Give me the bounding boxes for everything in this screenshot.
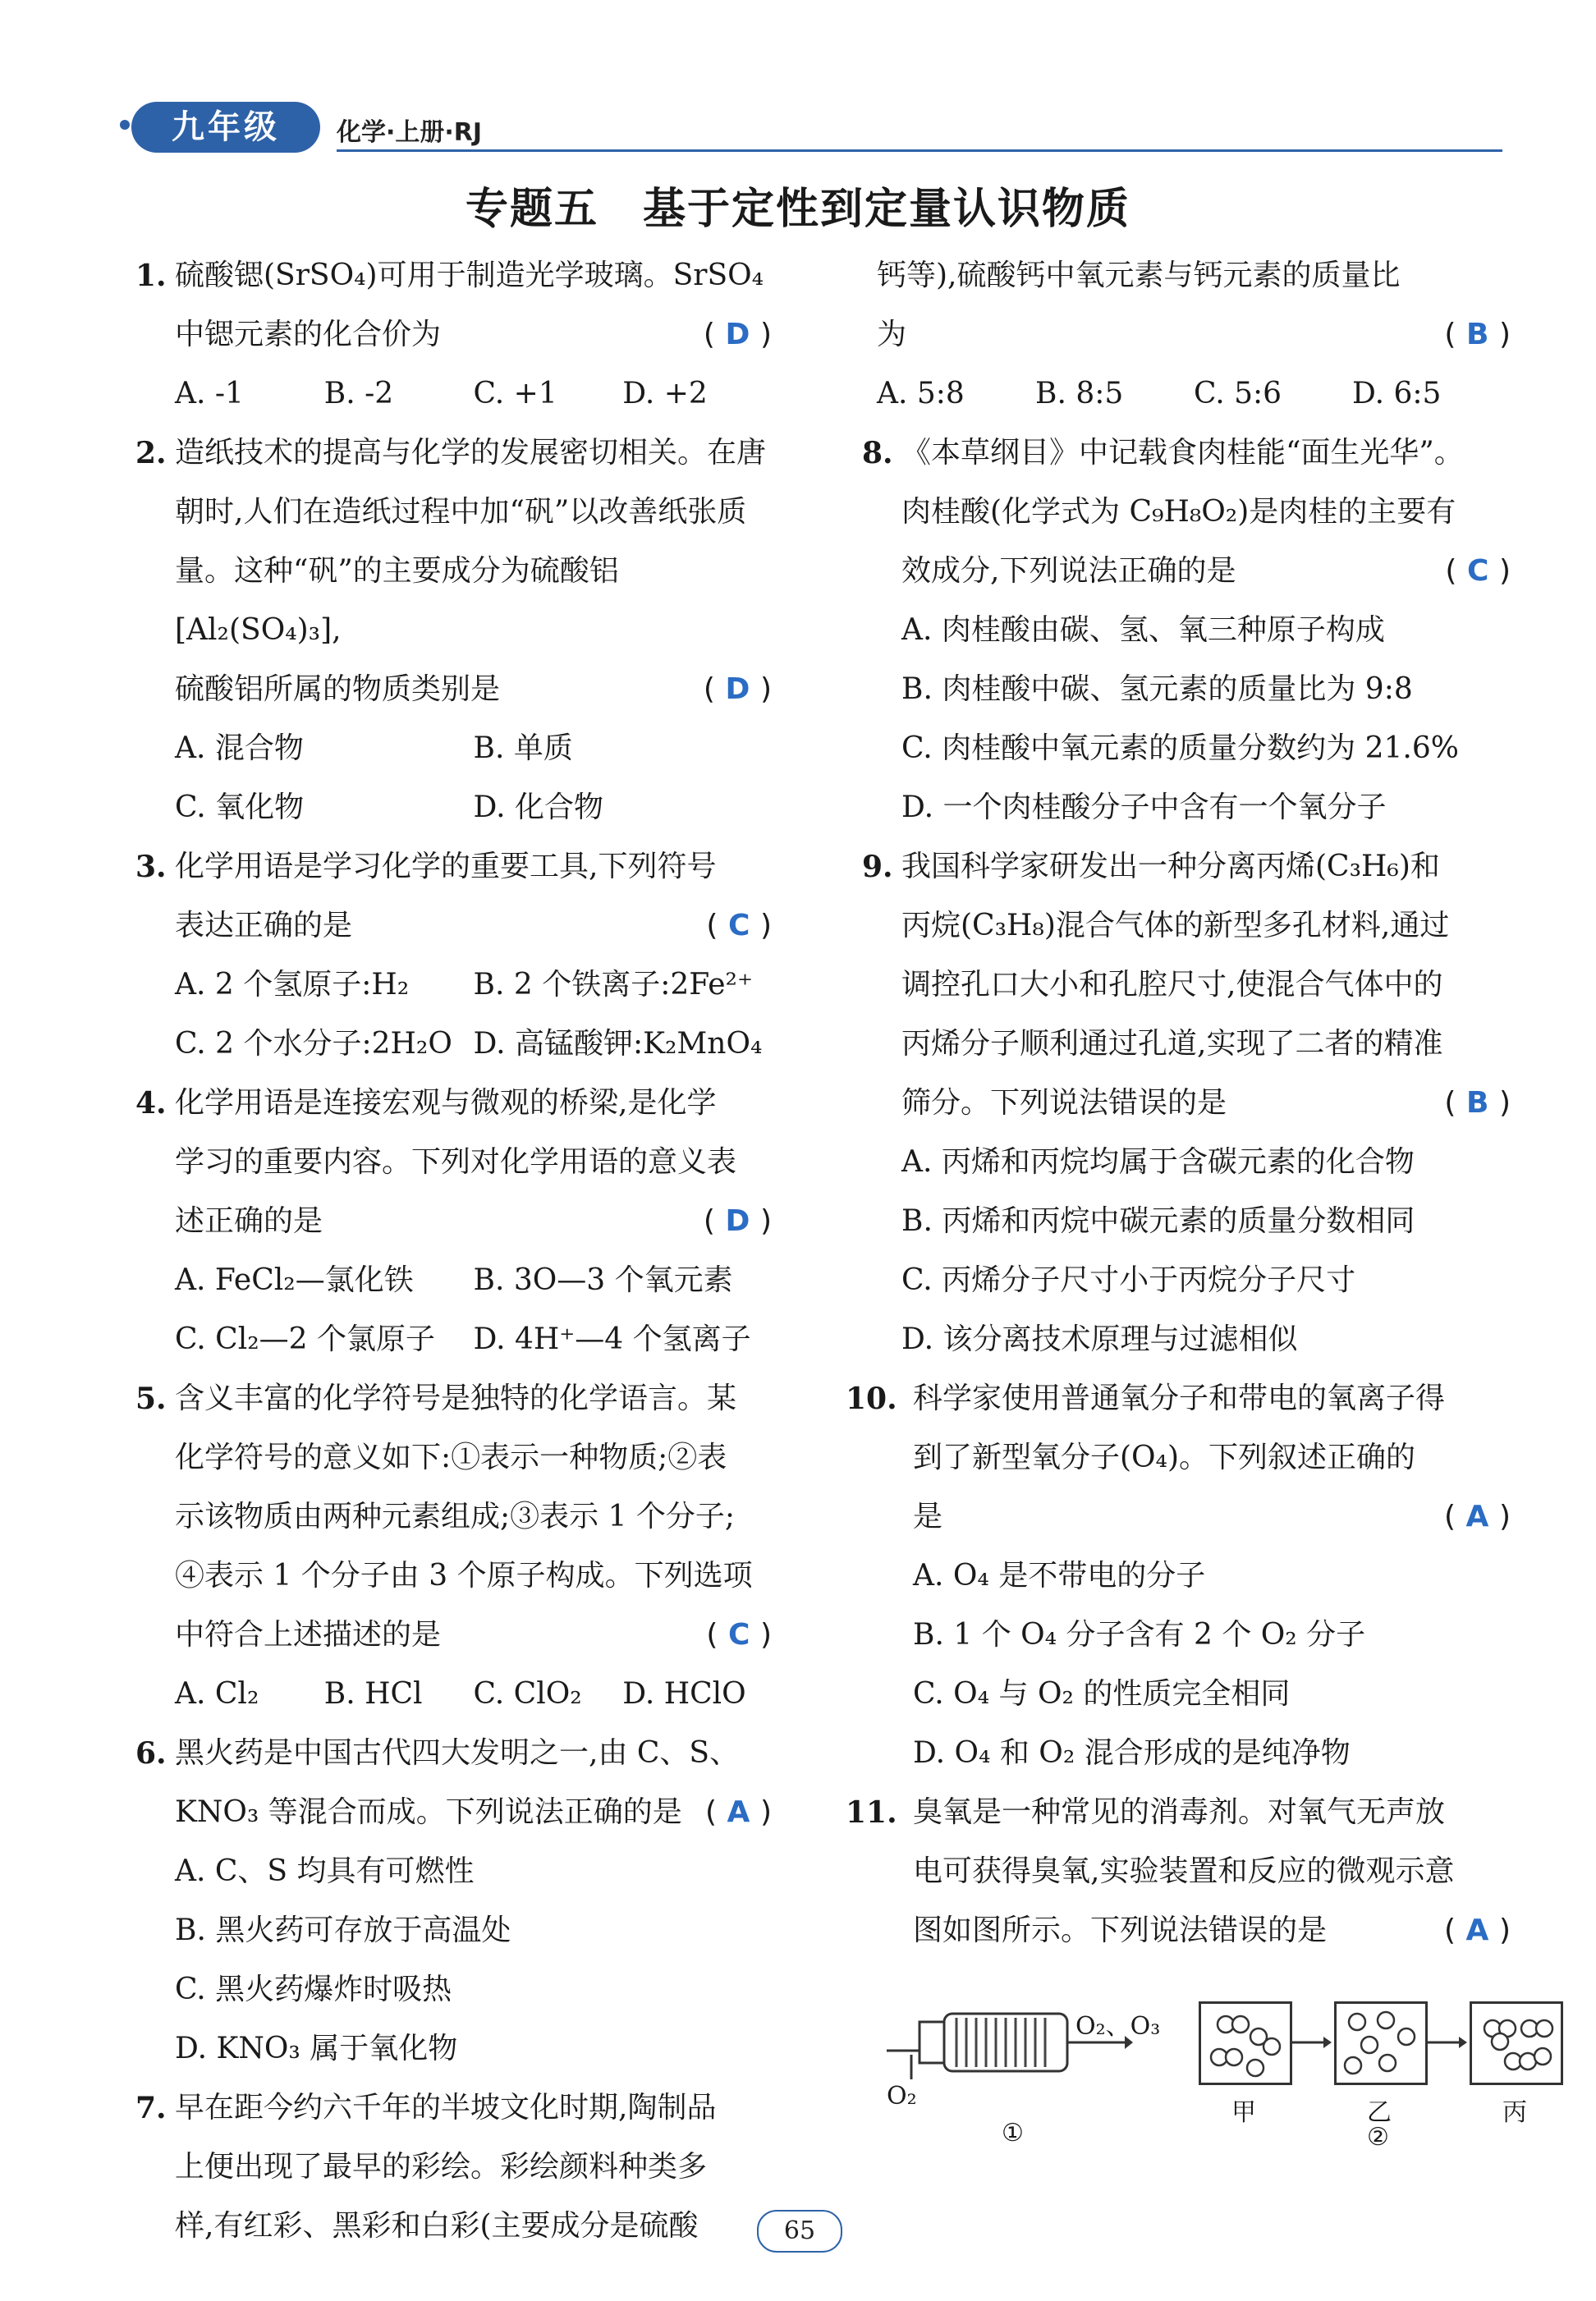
option-d: D. HClO <box>622 1677 746 1711</box>
option-c: C. O₄ 与 O₂ 的性质完全相同 <box>913 1677 1291 1711</box>
option-b: B. 丙烯和丙烷中碳元素的质量分数相同 <box>901 1204 1415 1238</box>
question-text: 造纸技术的提高与化学的发展密切相关。在唐 <box>175 436 767 470</box>
answer-mark: ( C ) <box>706 909 772 942</box>
box-jia <box>1199 2001 1292 2085</box>
question-number: 8. <box>862 436 893 470</box>
question-text: ④表示 1 个分子由 3 个原子构成。下列选项 <box>175 1559 753 1593</box>
question-text: 黑火药是中国古代四大发明之一,由 C、S、 <box>175 1736 740 1770</box>
question-3 <box>135 837 772 1074</box>
answer-mark: ( D ) <box>703 672 772 706</box>
option-d: D. 化合物 <box>473 791 603 824</box>
question-number: 5. <box>135 1382 167 1416</box>
option-c: C. 5:6 <box>1194 377 1282 410</box>
question-text: KNO₃ 等混合而成。下列说法正确的是 <box>175 1795 682 1829</box>
question-number: 4. <box>135 1086 167 1121</box>
answer-mark: ( A ) <box>704 1795 772 1829</box>
question-text: 表达正确的是 <box>175 909 353 942</box>
option-c: C. 氧化物 <box>175 791 305 824</box>
option-d: D. 一个肉桂酸分子中含有一个氧分子 <box>901 791 1387 824</box>
option-d: D. +2 <box>622 377 708 410</box>
option-c: C. 丙烯分子尺寸小于丙烷分子尺寸 <box>901 1263 1356 1297</box>
option-c: C. ClO₂ <box>473 1677 582 1711</box>
option-d: D. KNO₃ 属于氧化物 <box>175 2032 458 2065</box>
answer-mark: ( B ) <box>1444 1086 1511 1120</box>
option-d: D. 4H⁺—4 个氢离子 <box>473 1322 751 1356</box>
answer-mark: ( D ) <box>703 318 772 351</box>
option-a: A. 混合物 <box>175 731 304 765</box>
question-number: 1. <box>135 259 167 293</box>
question-text: 到了新型氧分子(O₄)。下列叙述正确的 <box>913 1441 1416 1474</box>
question-text: 科学家使用普通氧分子和带电的氧离子得 <box>913 1382 1446 1415</box>
question-number: 2. <box>135 436 167 470</box>
figure-2-label: ② <box>1367 2123 1389 2152</box>
page-title: 专题五 基于定性到定量认识物质 <box>465 185 1130 234</box>
question-text: 《本草纲目》中记载食肉桂能“面生光华”。 <box>901 436 1464 470</box>
question-number: 11. <box>846 1795 897 1830</box>
question-7 <box>135 2079 772 2256</box>
option-a: A. 丙烯和丙烷均属于含碳元素的化合物 <box>901 1145 1415 1179</box>
outlet-label: O₂、O₃ <box>1075 2012 1161 2041</box>
question-text: 肉桂酸(化学式为 C₉H₈O₂)是肉桂的主要有 <box>901 495 1456 529</box>
question-7-continued <box>862 246 1511 424</box>
option-b: B. -2 <box>323 377 394 410</box>
label-bing: 丙 <box>1502 2098 1527 2127</box>
question-text: 钙等),硫酸钙中氧元素与钙元素的质量比 <box>877 259 1401 292</box>
page-number: 65 <box>757 2210 842 2253</box>
question-number: 9. <box>862 850 893 884</box>
option-b: B. 黑火药可存放于高温处 <box>175 1914 511 1947</box>
question-text: 中锶元素的化合价为 <box>175 318 442 351</box>
answer-mark: ( C ) <box>706 1618 772 1652</box>
option-b: B. 8:5 <box>1035 377 1124 410</box>
question-8 <box>862 424 1511 837</box>
option-a: A. 5:8 <box>877 377 965 410</box>
label-yi: 乙 <box>1367 2098 1392 2127</box>
question-number: 7. <box>135 2091 167 2125</box>
molecule-o2-icon <box>1201 2004 1290 2083</box>
question-5 <box>135 1369 772 1724</box>
question-text: 化学用语是学习化学的重要工具,下列符号 <box>175 850 717 883</box>
question-text: 样,有红彩、黑彩和白彩(主要成分是硫酸 <box>175 2209 699 2243</box>
molecule-atoms-icon <box>1337 2004 1425 2083</box>
option-c: C. 黑火药爆炸时吸热 <box>175 1973 452 2006</box>
question-number: 6. <box>135 1736 167 1771</box>
question-number: 10. <box>846 1382 897 1416</box>
question-text: 化学用语是连接宏观与微观的桥梁,是化学 <box>175 1086 717 1120</box>
option-a: A. 肉桂酸由碳、氢、氧三种原子构成 <box>901 613 1385 647</box>
subject-label: 化学·上册·RJ <box>337 118 483 147</box>
right-column <box>846 246 1527 2152</box>
arrow-right-icon <box>1291 2034 1332 2051</box>
option-b: B. 2 个铁离子:2Fe²⁺ <box>473 968 753 1002</box>
question-6 <box>135 1724 772 2079</box>
question-text: 化学符号的意义如下:①表示一种物质;②表 <box>175 1441 727 1474</box>
grade-badge: 九年级 <box>131 102 320 153</box>
question-text: 含义丰富的化学符号是独特的化学语言。某 <box>175 1382 737 1415</box>
header-divider <box>337 149 1502 152</box>
question-text: 示该物质由两种元素组成;③表示 1 个分子; <box>175 1500 736 1533</box>
question-text: 调控孔口大小和孔腔尺寸,使混合气体中的 <box>901 968 1443 1002</box>
question-text: 丙烷(C₃H₈)混合气体的新型多孔材料,通过 <box>901 909 1450 942</box>
option-a: A. Cl₂ <box>175 1677 259 1711</box>
option-c: C. 肉桂酸中氧元素的质量分数约为 21.6% <box>901 731 1459 765</box>
decor-dot-icon <box>120 120 130 130</box>
answer-mark: ( A ) <box>1443 1914 1511 1947</box>
question-9 <box>862 837 1511 1369</box>
question-text: 筛分。下列说法错误的是 <box>901 1086 1227 1120</box>
question-text: 丙烯分子顺利通过孔道,实现了二者的精准 <box>901 1027 1443 1061</box>
option-d: D. 高锰酸钾:K₂MnO₄ <box>473 1027 763 1061</box>
answer-mark: ( C ) <box>1445 554 1511 588</box>
question-text: 臭氧是一种常见的消毒剂。对氧气无声放 <box>913 1795 1446 1829</box>
left-column <box>135 246 772 2256</box>
box-yi <box>1334 2001 1428 2085</box>
question-text: 是 <box>913 1500 943 1533</box>
question-text: 为 <box>877 318 907 351</box>
option-a: A. C、S 均具有可燃性 <box>175 1854 475 1888</box>
figure-1-label: ① <box>1002 2119 1024 2147</box>
question-text: 电可获得臭氧,实验装置和反应的微观示意 <box>913 1854 1455 1888</box>
question-text: 中符合上述描述的是 <box>175 1618 442 1652</box>
option-b: B. 肉桂酸中碳、氢元素的质量比为 9:8 <box>901 672 1413 706</box>
question-text: 图如图所示。下列说法错误的是 <box>913 1914 1328 1947</box>
option-c: C. 2 个水分子:2H₂O <box>175 1027 452 1061</box>
label-jia: 甲 <box>1231 2098 1256 2127</box>
option-d: D. 该分离技术原理与过滤相似 <box>901 1322 1298 1356</box>
answer-mark: ( B ) <box>1444 318 1511 351</box>
o2-inlet-label: O₂ <box>887 2082 917 2111</box>
option-b: B. 单质 <box>473 731 573 765</box>
question-text: 硫酸锶(SrSO₄)可用于制造光学玻璃。SrSO₄ <box>175 259 764 292</box>
question-10 <box>846 1369 1511 1783</box>
question-1 <box>135 246 772 424</box>
question-text: 学习的重要内容。下列对化学用语的意义表 <box>175 1145 737 1179</box>
option-a: A. -1 <box>175 377 244 410</box>
answer-mark: ( A ) <box>1443 1500 1511 1533</box>
question-text: 上便出现了最早的彩绘。彩绘颜料种类多 <box>175 2150 708 2184</box>
option-c: C. Cl₂—2 个氯原子 <box>175 1322 435 1356</box>
question-text: 我国科学家研发出一种分离丙烯(C₃H₆)和 <box>901 850 1440 883</box>
question-text: 朝时,人们在造纸过程中加“矾”以改善纸张质 <box>175 495 747 529</box>
page-header <box>131 99 1502 156</box>
option-b: B. 3O—3 个氧元素 <box>473 1263 733 1297</box>
option-b: B. HCl <box>323 1677 423 1711</box>
option-d: D. O₄ 和 O₂ 混合形成的是纯净物 <box>913 1736 1351 1770</box>
question-4 <box>135 1074 772 1369</box>
option-a: A. 2 个氢原子:H₂ <box>175 968 410 1002</box>
option-a: A. FeCl₂—氯化铁 <box>175 1263 414 1297</box>
question-text: 效成分,下列说法正确的是 <box>901 554 1236 588</box>
box-bing <box>1470 2001 1563 2085</box>
question-2 <box>135 424 772 837</box>
question-11 <box>846 1783 1527 2152</box>
option-b: B. 1 个 O₄ 分子含有 2 个 O₂ 分子 <box>913 1618 1366 1652</box>
question-number: 3. <box>135 850 167 884</box>
answer-mark: ( D ) <box>703 1204 772 1238</box>
question-text: 述正确的是 <box>175 1204 323 1238</box>
question-text: 量。这种“矾”的主要成分为硫酸铝[Al₂(SO₄)₃], <box>175 554 619 647</box>
arrow-right-icon <box>1426 2034 1467 2051</box>
question-text: 早在距今约六千年的半坡文化时期,陶制品 <box>175 2091 717 2125</box>
option-a: A. O₄ 是不带电的分子 <box>913 1559 1206 1593</box>
molecule-o3-icon <box>1472 2004 1561 2083</box>
option-d: D. 6:5 <box>1352 377 1442 410</box>
question-text: 硫酸铝所属的物质类别是 <box>175 672 501 706</box>
ozone-experiment-figure <box>887 1969 1527 2152</box>
option-c: C. +1 <box>473 377 557 410</box>
